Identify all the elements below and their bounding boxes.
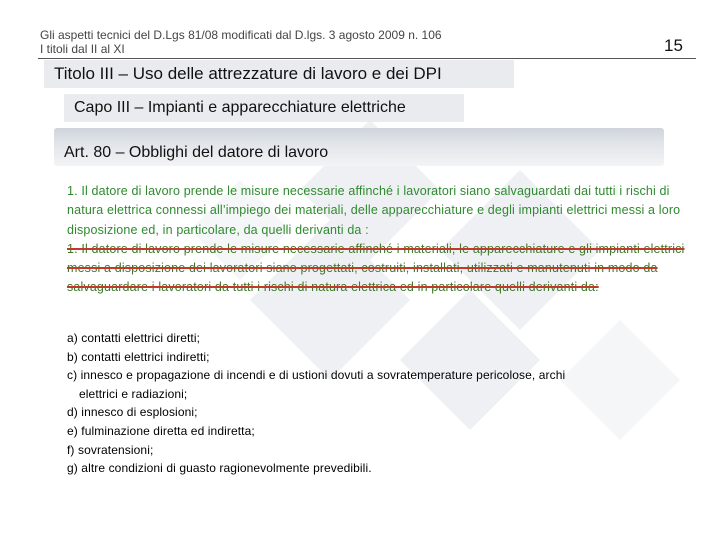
capo-heading: Capo III – Impianti e apparecchiature elettriche	[64, 94, 464, 122]
list-item: g) altre condizioni di guasto ragionevolmente prevedibili.	[67, 461, 372, 476]
page-number: 15	[664, 36, 683, 55]
hazard-list	[67, 329, 687, 478]
list-item: b) contatti elettrici indiretti;	[67, 349, 210, 364]
header-divider	[38, 58, 696, 59]
article-body	[67, 182, 687, 298]
list-item: e) fulminazione diretta ed indiretta;	[67, 423, 255, 438]
header-line-1: Gli aspetti tecnici del D.Lgs 81/08 modificati dal D.lgs. 3 agosto 2009 n. 106	[40, 28, 442, 42]
titolo-heading: Titolo III – Uso delle attrezzature di lavoro e dei DPI	[44, 60, 514, 88]
article-heading: Art. 80 – Obblighi del datore di lavoro	[54, 128, 664, 166]
paragraph-struck-text: 1. Il datore di lavoro prende le misure necessarie affinché i materiali, le apparecchiature e gli impianti elettrici messi a disposizione dei lavoratori siano progettati, costruiti, installati, utilizzati e manutenuti in modo da salvaguardare i lavoratori da tutti i rischi di natura elettrica ed in particolare quelli derivanti da:	[67, 241, 685, 295]
header-line-2: I titoli dal II al XI	[40, 42, 125, 56]
list-item: f) sovratensioni;	[67, 442, 154, 457]
list-item-continuation: elettrici e radiazioni;	[79, 386, 188, 401]
paragraph-new-text: 1. Il datore di lavoro prende le misure necessarie affinché i lavoratori siano salvaguardati dai tutti i rischi di natura elettrica connessi all’impiego dei materiali, delle apparecchiature e degli impianti elettrici messi a loro disposizione ed, in particolare, da quelli derivanti da :	[67, 184, 681, 237]
list-item: d) innesco di esplosioni;	[67, 405, 198, 420]
slide-header	[40, 28, 600, 56]
list-item: a) contatti elettrici diretti;	[67, 331, 201, 345]
list-item: c) innesco e propagazione di incendi e di ustioni dovuti a sovratemperature pericolose, archi	[67, 368, 566, 383]
